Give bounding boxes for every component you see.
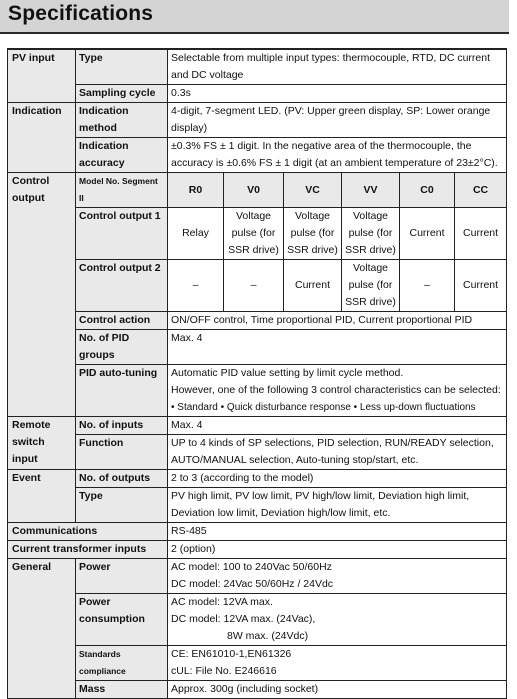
label-type: Type: [76, 49, 168, 85]
autotuning-line: However, one of the following 3 control characteristics can be selected:: [171, 384, 501, 396]
value-control-action: ON/OFF control, Time proportional PID, Current proportional PID: [168, 312, 507, 330]
specifications-table: [7, 48, 507, 699]
segment-header: V0: [224, 173, 284, 208]
table-row: [8, 470, 507, 488]
label-indication-accuracy: Indication accuracy: [76, 138, 168, 173]
segment-header: R0: [168, 173, 224, 208]
table-row: [8, 681, 507, 699]
consumption-line: AC model: 12VA max.: [171, 596, 273, 608]
table-row: [8, 541, 507, 559]
output1-cell: Voltage pulse (for SSR drive): [284, 208, 342, 260]
table-row: [8, 417, 507, 435]
label-mass: Mass: [76, 681, 168, 699]
table-row: [8, 488, 507, 523]
value-pid-autotuning: [168, 365, 507, 417]
output2-cell: Current: [284, 260, 342, 312]
autotuning-line: Automatic PID value setting by limit cycle method.: [171, 367, 404, 379]
output2-cell: Voltage pulse (for SSR drive): [342, 260, 400, 312]
table-row: [8, 594, 507, 646]
table-row: [8, 365, 507, 417]
label-pid-groups: No. of PID groups: [76, 330, 168, 365]
label-standards-compliance: Standards compliance: [76, 646, 168, 681]
label-power-consumption: Power consumption: [76, 594, 168, 646]
category-current-transformer: Current transformer inputs: [8, 541, 168, 559]
value-power-consumption: [168, 594, 507, 646]
output1-cell: Voltage pulse (for SSR drive): [224, 208, 284, 260]
output1-cell: Relay: [168, 208, 224, 260]
segment-header: VV: [342, 173, 400, 208]
category-event: Event: [8, 470, 76, 523]
value-no-of-outputs: 2 to 3 (according to the model): [168, 470, 507, 488]
value-function: UP to 4 kinds of SP selections, PID selection, RUN/READY selection, AUTO/MANUAL selection, Auto-tuning stop/start, etc.: [168, 435, 507, 470]
table-row: [8, 312, 507, 330]
label-pid-autotuning: PID auto-tuning: [76, 365, 168, 417]
value-standards-compliance: [168, 646, 507, 681]
output1-cell: Voltage pulse (for SSR drive): [342, 208, 400, 260]
label-no-of-outputs: No. of outputs: [76, 470, 168, 488]
output2-cell: –: [168, 260, 224, 312]
label-no-of-inputs: No. of inputs: [76, 417, 168, 435]
label-indication-method: Indication method: [76, 103, 168, 138]
power-line: DC model: 24Vac 50/60Hz / 24Vdc: [171, 578, 334, 590]
value-mass: Approx. 300g (including socket): [168, 681, 507, 699]
label-control-output-1: Control output 1: [76, 208, 168, 260]
table-row: [8, 559, 507, 594]
section-header: [0, 0, 509, 34]
label-power: Power: [76, 559, 168, 594]
table-row: [8, 103, 507, 138]
output2-cell: –: [400, 260, 455, 312]
value-pid-groups: Max. 4: [168, 330, 507, 365]
segment-header: CC: [455, 173, 507, 208]
segment-header: VC: [284, 173, 342, 208]
table-row: [8, 138, 507, 173]
category-indication: Indication: [8, 103, 76, 173]
output2-cell: –: [224, 260, 284, 312]
table-row: [8, 435, 507, 470]
value-no-of-inputs: Max. 4: [168, 417, 507, 435]
value-power: [168, 559, 507, 594]
table-row: [8, 330, 507, 365]
output1-cell: Current: [400, 208, 455, 260]
standards-line: CE: EN61010-1,EN61326: [171, 648, 292, 660]
consumption-line: 8W max. (24Vdc): [227, 630, 309, 642]
label-sampling-cycle: Sampling cycle: [76, 85, 168, 103]
category-general: General: [8, 559, 76, 699]
table-row: [8, 523, 507, 541]
value-sampling-cycle: 0.3s: [168, 85, 507, 103]
label-model-segment: Model No. Segment II: [76, 173, 168, 208]
label-event-type: Type: [76, 488, 168, 523]
category-remote-switch: Remote switch input: [8, 417, 76, 470]
table-row: [8, 208, 507, 260]
category-pv-input: PV input: [8, 49, 76, 103]
output2-cell: Current: [455, 260, 507, 312]
value-pv-type: Selectable from multiple input types: thermocouple, RTD, DC current and DC voltage: [168, 49, 507, 85]
value-current-transformer: 2 (option): [168, 541, 507, 559]
page-title: Specifications: [8, 2, 154, 25]
table-row: [8, 85, 507, 103]
value-indication-method: 4-digit, 7-segment LED. (PV: Upper green display, SP: Lower orange display): [168, 103, 507, 138]
standards-line: cUL: File No. E246616: [171, 665, 277, 677]
label-control-action: Control action: [76, 312, 168, 330]
table-row: [8, 49, 507, 85]
segment-header: C0: [400, 173, 455, 208]
power-line: AC model: 100 to 240Vac 50/60Hz: [171, 561, 332, 573]
output1-cell: Current: [455, 208, 507, 260]
table-row: [8, 173, 507, 208]
value-event-type: PV high limit, PV low limit, PV high/low limit, Deviation high limit, Deviation low limit, Deviation high/low limit, etc.: [168, 488, 507, 523]
autotuning-line: • Standard • Quick disturbance response • Less up-down fluctuations: [171, 402, 476, 413]
table-row: [8, 260, 507, 312]
category-control-output: Control output: [8, 173, 76, 417]
category-communications: Communications: [8, 523, 168, 541]
consumption-line: DC model: 12VA max. (24Vac),: [171, 613, 316, 625]
value-indication-accuracy: ±0.3% FS ± 1 digit. In the negative area of the thermocouple, the accuracy is ±0.6% FS ± 1 digit (at an ambient temperature of 23±2°C).: [168, 138, 507, 173]
label-control-output-2: Control output 2: [76, 260, 168, 312]
label-function: Function: [76, 435, 168, 470]
value-communications: RS-485: [168, 523, 507, 541]
table-row: [8, 646, 507, 681]
